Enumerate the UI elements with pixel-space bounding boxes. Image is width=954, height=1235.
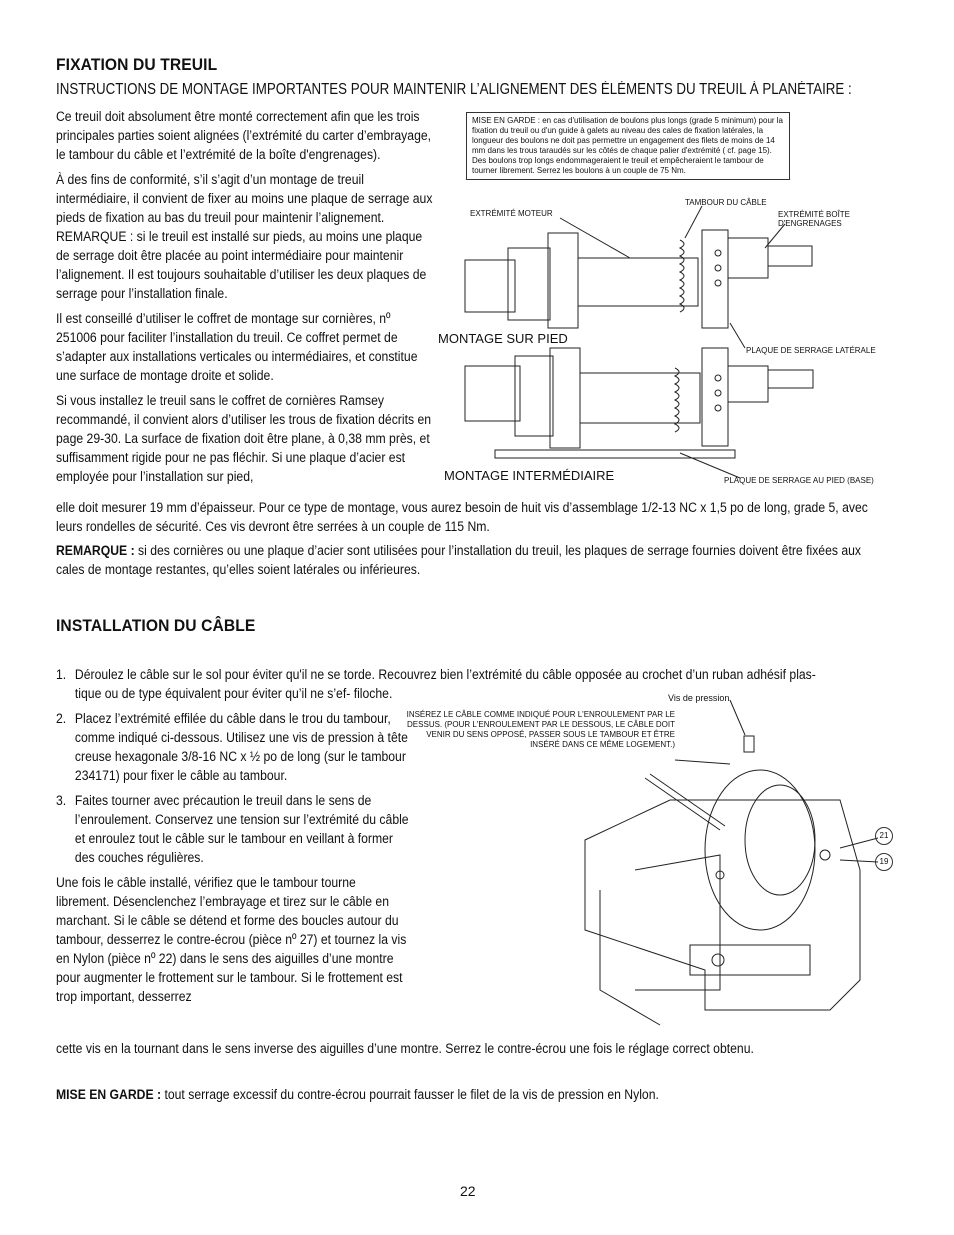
warning-paragraph [56, 1086, 875, 1105]
step-text: Placez l’extrémité effilée du câble dans le trou du tambour, comme indiqué ci-dessous. Utilisez une vis de pression à tête creuse hexagonale 3/8-16 NC x ½ po de long (sur le tambour 234171) pour fixer le câble au tambour. [74, 711, 408, 784]
label-side-plate: PLAQUE DE SERRAGE LATÉRALE [746, 346, 876, 355]
step-number: 3. [56, 793, 67, 809]
warning-label: MISE EN GARDE : [56, 1087, 162, 1103]
remark-paragraph [56, 542, 875, 580]
drum-installation-figure [400, 690, 900, 1035]
warning-box: MISE EN GARDE : en cas d'utilisation de boulons plus longs (grade 5 minimum) pour la fixation du treuil ou d'un guide à galets au niveau des cales de fixation latérales, la longueur des boulons ne doit pas permettre un engagement des filets de moins de 14 mm dans les trous taraudés sur les côtés de chaque palier d'extrémité ( cf. page 15). Des boulons trop longs endommageraient le treuil et empêcheraient le tambour de tourner librement. Serrez les boulons à un couple de 75 Nm. [466, 112, 790, 180]
cable-steps-column [56, 685, 409, 1007]
paragraph-continued: cette vis en la tournant dans le sens inverse des aiguilles d’une montre. Serrez le contre-écrou une fois le réglage correct obtenu. [56, 1041, 754, 1057]
paragraph: À des fins de conformité, s’il s’agit d’un montage de treuil intermédiaire, il convient de fixer au moins une plaque de serrage aux pieds de fixation au bas du treuil pour maintenir l’alignement. REMARQUE : si le treuil est installé sur pieds, au moins une plaque de serrage doit être placée au point intermédiaire pour maintenir l’alignement. Il est toujours souhaitable d’utiliser les deux plaques de serrage pour l’installation finale. [56, 172, 433, 302]
section-title-cable: INSTALLATION DU CÂBLE [56, 616, 256, 635]
warning-text: tout serrage excessif du contre-écrou pourrait fausser le filet de la vis de pression en Nylon. [161, 1087, 659, 1103]
paragraph-continued: elle doit mesurer 19 mm d’épaisseur. Pour ce type de montage, vous aurez besoin de huit vis d’assemblage 1/2-13 NC x 1,5 po de long, grade 5, avec leurs rondelles de sécurité. Ces vis devront être serrées à un couple de 115 Nm. [56, 500, 868, 535]
callout-21: 21 [875, 827, 893, 845]
caption-foot-mount: MONTAGE SUR PIED [438, 331, 568, 346]
label-motor-end: EXTRÉMITÉ MOTEUR [470, 209, 553, 218]
callout-19: 19 [875, 853, 893, 871]
figure-instruction: INSÉREZ LE CÂBLE COMME INDIQUÉ POUR L'ENROULEMENT PAR LE DESSUS. (POUR L'ENROULEMENT PAR LE DESSOUS, LE CÂBLE DOIT VENIR DU SENS OPPOSÉ, PASSER SOUS LE TAMBOUR ET ÊTRE INSÉRÉ DANS CE MÊME LOGEMENT.) [406, 710, 675, 749]
step-text: Faites tourner avec précaution le treuil dans le sens de l’enroulement. Conservez une tension sur l’extrémité du câble et enroulez tout le câble sur le tambour en veillant à former des couches régulières. [74, 793, 409, 866]
section-subtitle: INSTRUCTIONS DE MONTAGE IMPORTANTES POUR MAINTENIR L’ALIGNEMENT DES ÉLÉMENTS DU TREUIL À PLANÉTAIRE : [56, 81, 852, 98]
remark-text: si des cornières ou une plaque d’acier sont utilisées pour l’installation du treuil, les plaques de serrage fournies doivent être fixées aux cales de montage restantes, qu’elles soient latérales ou inférieures. [56, 543, 862, 578]
section-title-mounting: FIXATION DU TREUIL [56, 55, 218, 74]
paragraph: Il est conseillé d’utiliser le coffret de montage sur cornières, nº 251006 pour faciliter l’installation du treuil. Ce coffret permet de s’adapter aux installations verticales ou intermédiaires, et constitue une surface de montage droite et solide. [56, 311, 418, 384]
step-text-continued: tique ou de type équivalent pour éviter qu’il ne s’ef- filoche. [74, 686, 393, 702]
winch-mounting-figure [440, 108, 890, 493]
label-cable-drum: TAMBOUR DU CÂBLE [685, 198, 767, 207]
paragraph: Si vous installez le treuil sans le coffret de cornières Ramsey recommandé, il convient alors d’utiliser les trous de fixation décrits en page 29-30. La surface de fixation doit être plane, à 0,38 mm près, et suffisamment rigide pour ne pas fléchir. Si une plaque d’acier est employée pour l’installation sur pied, [56, 393, 432, 485]
page-number: 22 [460, 1183, 476, 1199]
paragraph: Une fois le câble installé, vérifiez que le tambour tourne librement. Désenclenchez l’embrayage et tirez sur le câble en marchant. Si le câble se détend et forme des boucles autour du tambour, desserrez le contre-écrou (pièce nº 27) et tournez la vis en Nylon (pièce nº 22) dans le sens des aiguilles d’une montre pour augmenter le frottement sur le tambour. Si le frottement est trop important, desserrez [56, 875, 407, 1005]
step-number: 2. [56, 711, 67, 727]
winch-drawing [440, 108, 890, 493]
label-set-screw: Vis de pression [668, 693, 730, 703]
paragraph: Ce treuil doit absolument être monté correctement afin que les trois principales parties soient alignées (l’extrémité du carter d’embrayage, le tambour du câble et l’extrémité de la boîte d'engrenages). [56, 109, 432, 163]
label-foot-plate: PLAQUE DE SERRAGE AU PIED (BASE) [724, 476, 874, 485]
step-text: Déroulez le câble sur le sol pour éviter qu'il ne se torde. Recouvrez bien l’extrémité du câble opposée au crochet d’un ruban adhésif plas- [74, 667, 816, 683]
mounting-text-column [56, 108, 433, 493]
step-number: 1. [56, 667, 67, 683]
remark-label: REMARQUE : [56, 543, 135, 559]
drum-drawing [400, 690, 900, 1035]
label-gearbox-end: EXTRÉMITÉ BOÎTE D'ENGRENAGES [778, 210, 851, 228]
caption-intermediate-mount: MONTAGE INTERMÉDIAIRE [444, 468, 615, 483]
